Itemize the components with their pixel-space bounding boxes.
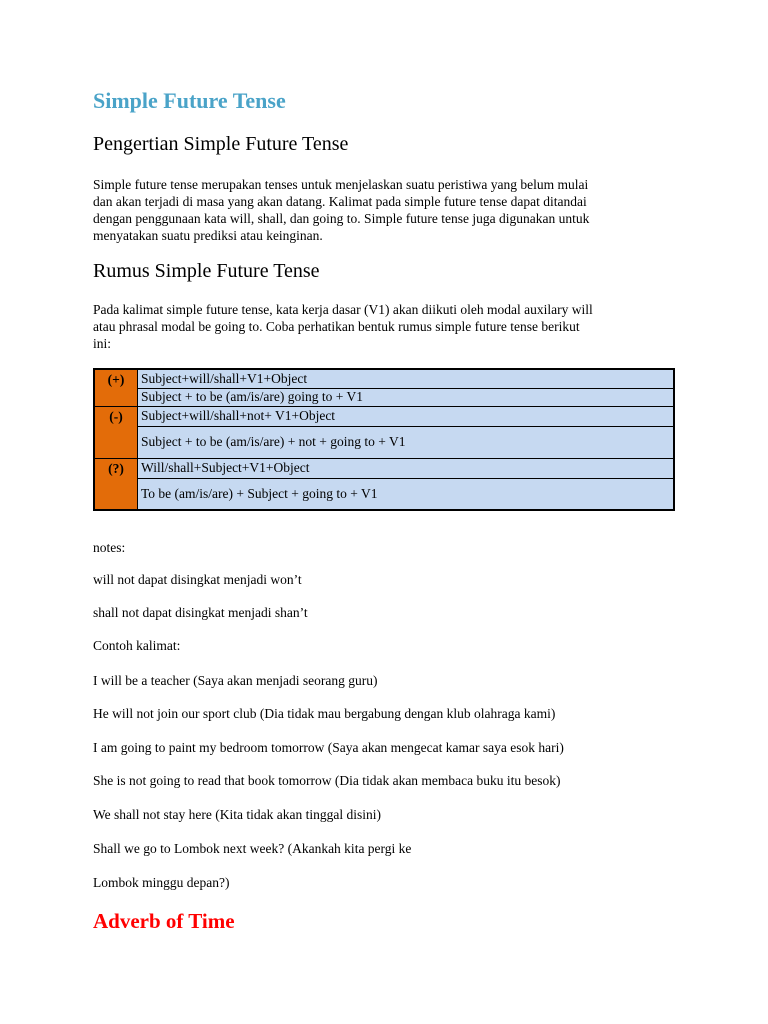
- paragraph-line: dengan penggunaan kata will, shall, dan going to. Simple future tense juga digunakan untuk: [93, 211, 590, 226]
- note-item: shall not dapat disingkat menjadi shan’t: [93, 605, 308, 620]
- paragraph-line: atau phrasal modal be going to. Coba perhatikan bentuk rumus simple future tense berikut: [93, 319, 580, 334]
- example-item: I will be a teacher (Saya akan menjadi seorang guru): [93, 673, 378, 688]
- page-title: Simple Future Tense: [93, 88, 286, 113]
- formula-table: [93, 368, 675, 511]
- examples-label: Contoh kalimat:: [93, 638, 181, 653]
- table-row: [94, 426, 674, 458]
- sign-cell-negative: (-): [94, 406, 138, 458]
- paragraph-line: menyatakan suatu prediksi atau keinginan.: [93, 228, 323, 243]
- formula-cell: Subject + to be (am/is/are) + not + going to + V1: [138, 426, 675, 458]
- sign-cell-positive: (+): [94, 369, 138, 406]
- example-item: Lombok minggu depan?): [93, 875, 230, 890]
- example-item: I am going to paint my bedroom tomorrow (Saya akan mengecat kamar saya esok hari): [93, 740, 564, 755]
- paragraph-rumus: [93, 301, 673, 352]
- sign-cell-question: (?): [94, 458, 138, 510]
- table-row: [94, 458, 674, 478]
- example-item: Shall we go to Lombok next week? (Akankah kita pergi ke: [93, 841, 412, 856]
- paragraph-line: ini:: [93, 336, 112, 351]
- section-heading-rumus: Rumus Simple Future Tense: [93, 260, 320, 282]
- table-row: [94, 369, 674, 388]
- paragraph-line: Simple future tense merupakan tenses untuk menjelaskan suatu peristiwa yang belum mulai: [93, 177, 589, 192]
- section-heading-pengertian: Pengertian Simple Future Tense: [93, 133, 349, 155]
- formula-cell: To be (am/is/are) + Subject + going to + V1: [138, 478, 675, 510]
- paragraph-line: dan akan terjadi di masa yang akan datang. Kalimat pada simple future tense dapat ditandai: [93, 194, 587, 209]
- note-item: will not dapat disingkat menjadi won’t: [93, 572, 302, 587]
- formula-cell: Will/shall+Subject+V1+Object: [138, 458, 675, 478]
- paragraph-pengertian: [93, 176, 673, 244]
- formula-cell: Subject + to be (am/is/are) going to + V1: [138, 388, 675, 406]
- example-item: We shall not stay here (Kita tidak akan tinggal disini): [93, 807, 381, 822]
- paragraph-line: Pada kalimat simple future tense, kata kerja dasar (V1) akan diikuti oleh modal auxilary will: [93, 302, 593, 317]
- formula-cell: Subject+will/shall+V1+Object: [138, 369, 675, 388]
- notes-label: notes:: [93, 540, 126, 555]
- table-row: [94, 478, 674, 510]
- example-item: He will not join our sport club (Dia tidak mau bergabung dengan klub olahraga kami): [93, 706, 556, 721]
- section-heading-adverb-of-time: Adverb of Time: [93, 909, 235, 933]
- table-row: [94, 388, 674, 406]
- formula-cell: Subject+will/shall+not+ V1+Object: [138, 406, 675, 426]
- table-row: [94, 406, 674, 426]
- example-item: She is not going to read that book tomorrow (Dia tidak akan membaca buku itu besok): [93, 773, 561, 788]
